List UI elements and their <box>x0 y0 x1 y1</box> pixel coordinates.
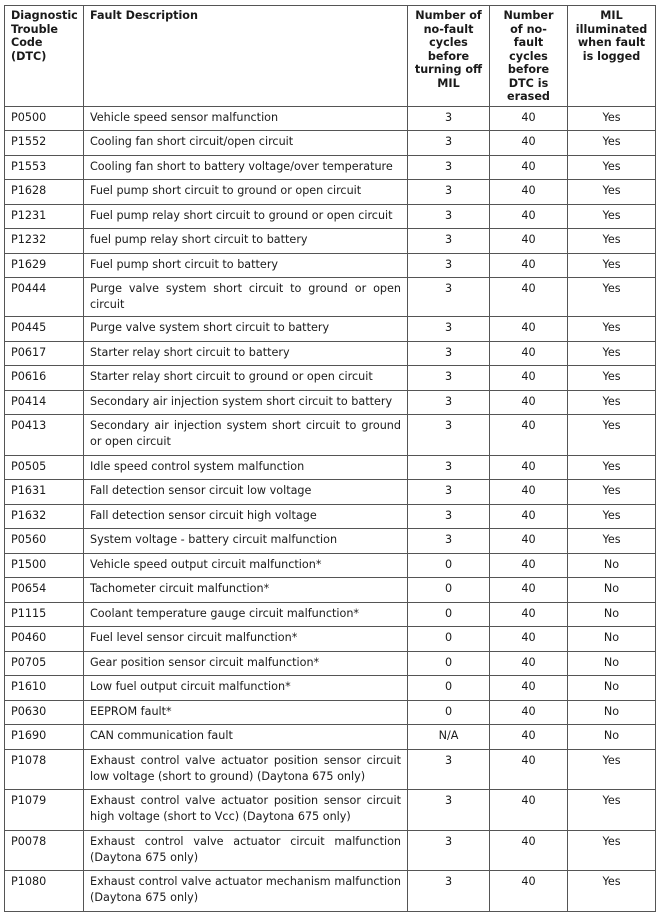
cycles-mil-cell: 3 <box>408 366 490 391</box>
cycles-mil-cell: 0 <box>408 627 490 652</box>
dtc-code-cell: P1629 <box>5 253 84 278</box>
fault-description-cell: Purge valve system short circuit to battery <box>84 317 408 342</box>
mil-illuminated-cell: Yes <box>568 390 656 415</box>
cycles-erase-cell: 40 <box>490 602 568 627</box>
fault-description-cell: Secondary air injection system short circuit to battery <box>84 390 408 415</box>
cycles-mil-cell: 3 <box>408 253 490 278</box>
cycles-erase-cell: 40 <box>490 278 568 317</box>
dtc-code-cell: P1078 <box>5 749 84 790</box>
dtc-code-cell: P1632 <box>5 504 84 529</box>
cycles-erase-cell: 40 <box>490 676 568 701</box>
fault-description-cell: Starter relay short circuit to battery <box>84 341 408 366</box>
mil-illuminated-cell: Yes <box>568 455 656 480</box>
dtc-code-cell: P1231 <box>5 204 84 229</box>
cycles-mil-cell: 3 <box>408 749 490 790</box>
table-row <box>5 676 656 701</box>
cycles-mil-cell: 0 <box>408 651 490 676</box>
dtc-code-cell: P1080 <box>5 871 84 912</box>
table-row <box>5 341 656 366</box>
dtc-code-cell: P1610 <box>5 676 84 701</box>
cycles-mil-cell: 0 <box>408 676 490 701</box>
mil-illuminated-cell: No <box>568 602 656 627</box>
cycles-mil-cell: 0 <box>408 700 490 725</box>
cycles-erase-cell: 40 <box>490 415 568 456</box>
cycles-mil-cell: 3 <box>408 390 490 415</box>
mil-illuminated-cell: Yes <box>568 529 656 554</box>
cycles-mil-cell: 3 <box>408 341 490 366</box>
dtc-code-cell: P0705 <box>5 651 84 676</box>
table-row <box>5 553 656 578</box>
fault-description-cell: Vehicle speed sensor malfunction <box>84 106 408 131</box>
dtc-code-cell: P0616 <box>5 366 84 391</box>
cycles-mil-cell: 3 <box>408 480 490 505</box>
mil-illuminated-cell: No <box>568 700 656 725</box>
dtc-code-cell: P1500 <box>5 553 84 578</box>
dtc-code-cell: P0630 <box>5 700 84 725</box>
dtc-code-cell: P0413 <box>5 415 84 456</box>
cycles-erase-cell: 40 <box>490 390 568 415</box>
cycles-erase-cell: 40 <box>490 830 568 871</box>
mil-illuminated-cell: Yes <box>568 155 656 180</box>
fault-description-cell: Tachometer circuit malfunction* <box>84 578 408 603</box>
mil-illuminated-cell: No <box>568 627 656 652</box>
cycles-mil-cell: 3 <box>408 455 490 480</box>
table-row <box>5 790 656 831</box>
fault-description-cell: Exhaust control valve actuator circuit malfunction (Daytona 675 only) <box>84 830 408 871</box>
fault-description-cell: Cooling fan short to battery voltage/over temperature <box>84 155 408 180</box>
table-row <box>5 155 656 180</box>
cycles-erase-cell: 40 <box>490 725 568 750</box>
table-row <box>5 390 656 415</box>
fault-description-cell: Vehicle speed output circuit malfunction* <box>84 553 408 578</box>
cycles-erase-cell: 40 <box>490 317 568 342</box>
cycles-erase-cell: 40 <box>490 529 568 554</box>
table-body <box>5 106 656 911</box>
cycles-mil-cell: 3 <box>408 204 490 229</box>
cycles-mil-cell: 3 <box>408 229 490 254</box>
fault-description-cell: System voltage - battery circuit malfunction <box>84 529 408 554</box>
table-row <box>5 455 656 480</box>
dtc-code-cell: P0445 <box>5 317 84 342</box>
cycles-mil-cell: 3 <box>408 415 490 456</box>
fault-description-cell: Cooling fan short circuit/open circuit <box>84 131 408 156</box>
fault-description-cell: Secondary air injection system short circuit to ground or open circuit <box>84 415 408 456</box>
cycles-erase-cell: 40 <box>490 131 568 156</box>
fault-description-cell: Gear position sensor circuit malfunction* <box>84 651 408 676</box>
dtc-code-cell: P1079 <box>5 790 84 831</box>
mil-illuminated-cell: Yes <box>568 317 656 342</box>
cycles-erase-cell: 40 <box>490 106 568 131</box>
mil-illuminated-cell: Yes <box>568 106 656 131</box>
table-row <box>5 871 656 912</box>
header-mil: MIL illuminated when fault is logged <box>568 6 656 107</box>
mil-illuminated-cell: No <box>568 725 656 750</box>
dtc-code-cell: P1631 <box>5 480 84 505</box>
fault-description-cell: Exhaust control valve actuator position sensor circuit low voltage (short to ground) (Daytona 675 only) <box>84 749 408 790</box>
cycles-erase-cell: 40 <box>490 651 568 676</box>
cycles-mil-cell: N/A <box>408 725 490 750</box>
dtc-code-cell: P0414 <box>5 390 84 415</box>
fault-description-cell: fuel pump relay short circuit to battery <box>84 229 408 254</box>
fault-description-cell: Low fuel output circuit malfunction* <box>84 676 408 701</box>
dtc-code-cell: P0500 <box>5 106 84 131</box>
table-row <box>5 725 656 750</box>
table-row <box>5 578 656 603</box>
cycles-erase-cell: 40 <box>490 749 568 790</box>
cycles-erase-cell: 40 <box>490 578 568 603</box>
cycles-mil-cell: 3 <box>408 155 490 180</box>
header-cycles-mil: Number of no-fault cycles before turning off MIL <box>408 6 490 107</box>
cycles-erase-cell: 40 <box>490 341 568 366</box>
dtc-code-cell: P1115 <box>5 602 84 627</box>
fault-description-cell: Fuel level sensor circuit malfunction* <box>84 627 408 652</box>
dtc-code-cell: P0444 <box>5 278 84 317</box>
fault-description-cell: Exhaust control valve actuator position sensor circuit high voltage (short to Vcc) (Daytona 675 only) <box>84 790 408 831</box>
cycles-erase-cell: 40 <box>490 504 568 529</box>
mil-illuminated-cell: No <box>568 676 656 701</box>
cycles-mil-cell: 0 <box>408 578 490 603</box>
mil-illuminated-cell: Yes <box>568 180 656 205</box>
fault-description-cell: Coolant temperature gauge circuit malfunction* <box>84 602 408 627</box>
mil-illuminated-cell: Yes <box>568 871 656 912</box>
fault-description-cell: Purge valve system short circuit to ground or open circuit <box>84 278 408 317</box>
table-header <box>5 6 656 107</box>
dtc-code-cell: P1552 <box>5 131 84 156</box>
mil-illuminated-cell: Yes <box>568 204 656 229</box>
cycles-mil-cell: 3 <box>408 106 490 131</box>
table-row <box>5 529 656 554</box>
table-row <box>5 229 656 254</box>
cycles-erase-cell: 40 <box>490 155 568 180</box>
cycles-erase-cell: 40 <box>490 204 568 229</box>
cycles-mil-cell: 3 <box>408 830 490 871</box>
cycles-mil-cell: 3 <box>408 529 490 554</box>
mil-illuminated-cell: Yes <box>568 131 656 156</box>
table-row <box>5 180 656 205</box>
cycles-mil-cell: 3 <box>408 317 490 342</box>
cycles-mil-cell: 3 <box>408 131 490 156</box>
cycles-erase-cell: 40 <box>490 229 568 254</box>
cycles-erase-cell: 40 <box>490 790 568 831</box>
cycles-mil-cell: 3 <box>408 790 490 831</box>
table-row <box>5 366 656 391</box>
mil-illuminated-cell: Yes <box>568 229 656 254</box>
table-row <box>5 700 656 725</box>
cycles-erase-cell: 40 <box>490 480 568 505</box>
fault-description-cell: Starter relay short circuit to ground or open circuit <box>84 366 408 391</box>
dtc-code-cell: P0654 <box>5 578 84 603</box>
header-description: Fault Description <box>84 6 408 107</box>
cycles-erase-cell: 40 <box>490 871 568 912</box>
table-row <box>5 253 656 278</box>
fault-description-cell: EEPROM fault* <box>84 700 408 725</box>
cycles-mil-cell: 0 <box>408 602 490 627</box>
cycles-erase-cell: 40 <box>490 253 568 278</box>
mil-illuminated-cell: No <box>568 651 656 676</box>
dtc-code-cell: P1690 <box>5 725 84 750</box>
cycles-mil-cell: 3 <box>408 278 490 317</box>
table-row <box>5 106 656 131</box>
mil-illuminated-cell: Yes <box>568 790 656 831</box>
table-row <box>5 627 656 652</box>
fault-description-cell: Fuel pump short circuit to battery <box>84 253 408 278</box>
mil-illuminated-cell: Yes <box>568 480 656 505</box>
mil-illuminated-cell: Yes <box>568 253 656 278</box>
dtc-code-cell: P0617 <box>5 341 84 366</box>
cycles-erase-cell: 40 <box>490 366 568 391</box>
header-cycles-erase: Number of no-fault cycles before DTC is erased <box>490 6 568 107</box>
fault-description-cell: Fall detection sensor circuit low voltage <box>84 480 408 505</box>
dtc-code-cell: P0505 <box>5 455 84 480</box>
fault-description-cell: Exhaust control valve actuator mechanism malfunction (Daytona 675 only) <box>84 871 408 912</box>
mil-illuminated-cell: Yes <box>568 415 656 456</box>
cycles-mil-cell: 3 <box>408 180 490 205</box>
header-row <box>5 6 656 107</box>
table-row <box>5 131 656 156</box>
table-row <box>5 602 656 627</box>
fault-description-cell: Fuel pump short circuit to ground or open circuit <box>84 180 408 205</box>
mil-illuminated-cell: Yes <box>568 366 656 391</box>
cycles-mil-cell: 3 <box>408 504 490 529</box>
cycles-erase-cell: 40 <box>490 627 568 652</box>
cycles-erase-cell: 40 <box>490 455 568 480</box>
cycles-mil-cell: 0 <box>408 553 490 578</box>
mil-illuminated-cell: Yes <box>568 341 656 366</box>
mil-illuminated-cell: Yes <box>568 830 656 871</box>
table-row <box>5 480 656 505</box>
cycles-erase-cell: 40 <box>490 700 568 725</box>
table-row <box>5 415 656 456</box>
header-code: Diagnostic Trouble Code (DTC) <box>5 6 84 107</box>
dtc-code-cell: P0560 <box>5 529 84 554</box>
table-row <box>5 651 656 676</box>
table-row <box>5 749 656 790</box>
cycles-mil-cell: 3 <box>408 871 490 912</box>
dtc-code-cell: P1628 <box>5 180 84 205</box>
fault-description-cell: Fall detection sensor circuit high voltage <box>84 504 408 529</box>
fault-description-cell: CAN communication fault <box>84 725 408 750</box>
table-row <box>5 504 656 529</box>
mil-illuminated-cell: Yes <box>568 504 656 529</box>
fault-description-cell: Idle speed control system malfunction <box>84 455 408 480</box>
mil-illuminated-cell: Yes <box>568 278 656 317</box>
table-row <box>5 204 656 229</box>
cycles-erase-cell: 40 <box>490 553 568 578</box>
table-row <box>5 317 656 342</box>
dtc-code-cell: P1232 <box>5 229 84 254</box>
mil-illuminated-cell: No <box>568 553 656 578</box>
table-row <box>5 830 656 871</box>
fault-description-cell: Fuel pump relay short circuit to ground or open circuit <box>84 204 408 229</box>
table-row <box>5 278 656 317</box>
dtc-code-cell: P0460 <box>5 627 84 652</box>
dtc-code-cell: P0078 <box>5 830 84 871</box>
dtc-table <box>4 5 656 912</box>
mil-illuminated-cell: No <box>568 578 656 603</box>
cycles-erase-cell: 40 <box>490 180 568 205</box>
mil-illuminated-cell: Yes <box>568 749 656 790</box>
dtc-code-cell: P1553 <box>5 155 84 180</box>
